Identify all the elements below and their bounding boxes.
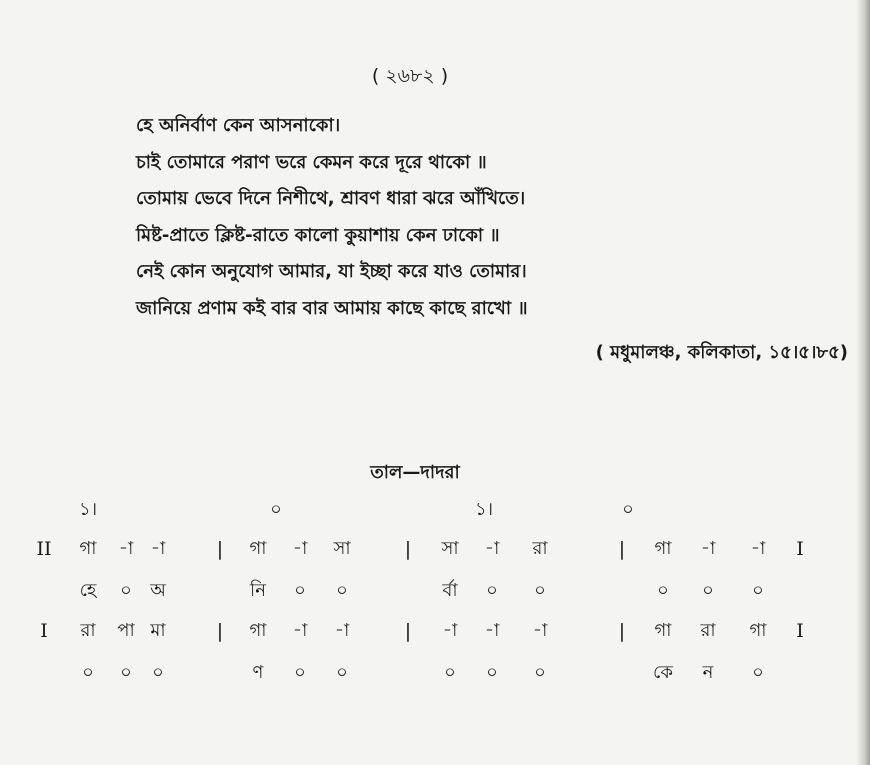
swara-note: গা [249,620,267,641]
row-end-mark: I [796,620,804,642]
row-start-mark: II [36,538,52,560]
swara-note: -া [700,538,716,559]
swara-note: গা [654,538,672,559]
lyric-line: মিষ্ট-প্রাতে ক্লিষ্ট-রাতে কালো কুয়াশায় কেন ঢাকো ॥ [136,224,500,246]
syllable: ০ [657,580,669,601]
lyric-syllable-row [0,658,870,688]
swara-row [0,616,870,646]
swara-note: গা [654,620,672,641]
swara-note: -া [484,538,500,559]
syllable: ণ [252,662,264,683]
source-citation: ( মধুমালঞ্চ, কলিকাতা, ১৫।৫।৮৫) [595,342,848,363]
swara-note: -া [532,620,548,641]
swara-note: -া [118,538,134,559]
syllable: ০ [752,662,764,683]
swara-note: -া [750,538,766,559]
bar-separator: | [618,620,626,642]
swara-note: মা [150,620,166,641]
lyric-line: হে অনির্বাণ কেন আসনাকো। [136,115,341,136]
swara-note: -া [292,538,308,559]
swara-note: -া [334,620,350,641]
bar-separator: | [404,620,412,642]
tala-mark: ০ [270,499,282,520]
syllable: ন [702,662,714,683]
swara-note: রা [80,620,96,641]
tala-title: তাল—দাদরা [370,462,460,483]
swara-note: গা [79,538,97,559]
lyric-line: তোমায় ভেবে দিনে নিশীথে, শ্রাবণ ধারা ঝরে আঁখিতে। [136,188,526,209]
syllable: ০ [120,662,132,683]
syllable: ০ [82,662,94,683]
syllable: ০ [120,580,132,601]
swara-note: পা [117,620,135,641]
lyric-line: চাই তোমারে পরাণ ভরে কেমন করে দূরে থাকো ॥ [136,151,487,173]
syllable: ০ [294,580,306,601]
row-start-mark: I [40,620,48,642]
syllable: হে [79,580,97,601]
swara-note: সা [441,538,459,559]
swara-note: গা [249,538,267,559]
swara-row [0,534,870,564]
tala-marks-row [0,495,870,525]
syllable: ০ [702,580,714,601]
syllable: ০ [444,662,456,683]
syllable: র্বা [442,580,458,601]
bar-separator: | [216,538,224,560]
song-number: ( ২৬৮২ ) [371,65,449,87]
bar-separator: | [404,538,412,560]
swara-note: -া [292,620,308,641]
bar-separator: | [618,538,626,560]
swara-note: -া [484,620,500,641]
swara-note: রা [532,538,548,559]
syllable: ০ [534,580,546,601]
syllable: অ [150,580,166,601]
lyric-line: জানিয়ে প্রণাম কই বার বার আমায় কাছে কাছে রাখো ॥ [136,297,528,319]
swara-note: রা [700,620,716,641]
syllable: ০ [486,662,498,683]
syllable: কে [653,662,673,683]
row-end-mark: I [796,538,804,560]
lyric-syllable-row [0,576,870,606]
tala-mark: ১। [474,499,494,520]
syllable: ০ [486,580,498,601]
syllable: ০ [152,662,164,683]
swara-note: সা [333,538,351,559]
syllable: ০ [534,662,546,683]
tala-mark: ১। [78,499,98,520]
syllable: নি [250,580,266,601]
swara-note: -া [442,620,458,641]
syllable: ০ [752,580,764,601]
syllable: ০ [294,662,306,683]
syllable: ০ [336,580,348,601]
bar-separator: | [216,620,224,642]
lyric-line: নেই কোন অনুযোগ আমার, যা ইচ্ছা করে যাও তোমার। [136,261,527,282]
swara-note: -া [150,538,166,559]
tala-mark: ০ [622,499,634,520]
syllable: ০ [336,662,348,683]
swara-note: গা [749,620,767,641]
